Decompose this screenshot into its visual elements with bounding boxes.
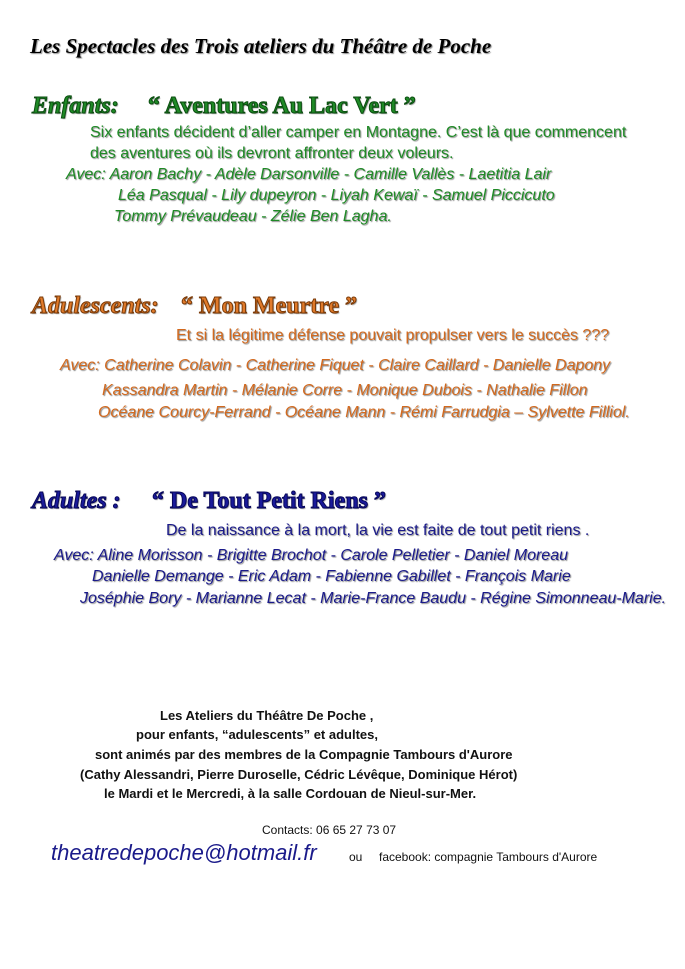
email-link[interactable]: theatredepoche@hotmail.fr xyxy=(51,840,317,865)
cast-adulescents-1: Avec: Catherine Colavin - Catherine Fiquet - Claire Caillard - Danielle Dapony xyxy=(60,357,611,374)
cast-adulescents-2: Kassandra Martin - Mélanie Corre - Monique Dubois - Nathalie Fillon xyxy=(102,382,588,399)
cast-adultes-3: Joséphie Bory - Marianne Lecat - Marie-France Baudu - Régine Simonneau-Marie. xyxy=(80,590,667,607)
desc-adulescents: Et si la légitime défense pouvait propulser vers le succès ??? xyxy=(176,327,610,344)
footer-line-5: le Mardi et le Mercredi, à la salle Cordouan de Nieul-sur-Mer. xyxy=(104,786,477,801)
footer-line-4: (Cathy Alessandri, Pierre Duroselle, Cédric Lévêque, Dominique Hérot) xyxy=(80,767,518,782)
cast-enfants-2: Léa Pasqual - Lily dupeyron - Liyah Kewaï - Samuel Piccicuto xyxy=(118,187,555,204)
facebook-text: facebook: compagnie Tambours d'Aurore xyxy=(379,850,598,864)
show-title-adultes: “ De Tout Petit Riens ” xyxy=(152,488,386,514)
page-title: Les Spectacles des Trois ateliers du Théâtre de Poche xyxy=(30,34,492,58)
show-title-enfants: “ Aventures Au Lac Vert ” xyxy=(148,93,416,119)
cast-adultes-1: Avec: Aline Morisson - Brigitte Brochot - Carole Pelletier - Daniel Moreau xyxy=(54,547,568,564)
footer-line-3: sont animés par des membres de la Compagnie Tambours d'Aurore xyxy=(95,747,513,762)
desc-adultes: De la naissance à la mort, la vie est faite de tout petit riens . xyxy=(166,522,590,539)
section-label-adultes: Adultes : xyxy=(32,488,121,514)
desc-enfants-1: Six enfants décident d’aller camper en Montagne. C’est là que commencent xyxy=(90,124,627,141)
footer-line-1: Les Ateliers du Théâtre De Poche , xyxy=(160,708,374,723)
section-label-adulescents: Adulescents: xyxy=(32,293,159,319)
cast-enfants-3: Tommy Prévaudeau - Zélie Ben Lagha. xyxy=(114,208,392,225)
cast-adultes-2: Danielle Demange - Eric Adam - Fabienne Gabillet - François Marie xyxy=(92,568,571,585)
footer-line-2: pour enfants, “adulescents” et adultes, xyxy=(136,727,378,742)
desc-enfants-2: des aventures où ils devront affronter deux voleurs. xyxy=(90,145,454,162)
contact-phone: Contacts: 06 65 27 73 07 xyxy=(262,823,397,837)
show-title-adulescents: “ Mon Meurtre ” xyxy=(181,293,358,319)
ou-text: ou xyxy=(349,850,363,864)
cast-enfants-1: Avec: Aaron Bachy - Adèle Darsonville - Camille Vallès - Laetitia Lair xyxy=(66,166,552,183)
cast-adulescents-3: Océane Courcy-Ferrand - Océane Mann - Rémi Farrudgia – Sylvette Filliol. xyxy=(98,404,630,421)
section-label-enfants: Enfants: xyxy=(32,93,119,119)
